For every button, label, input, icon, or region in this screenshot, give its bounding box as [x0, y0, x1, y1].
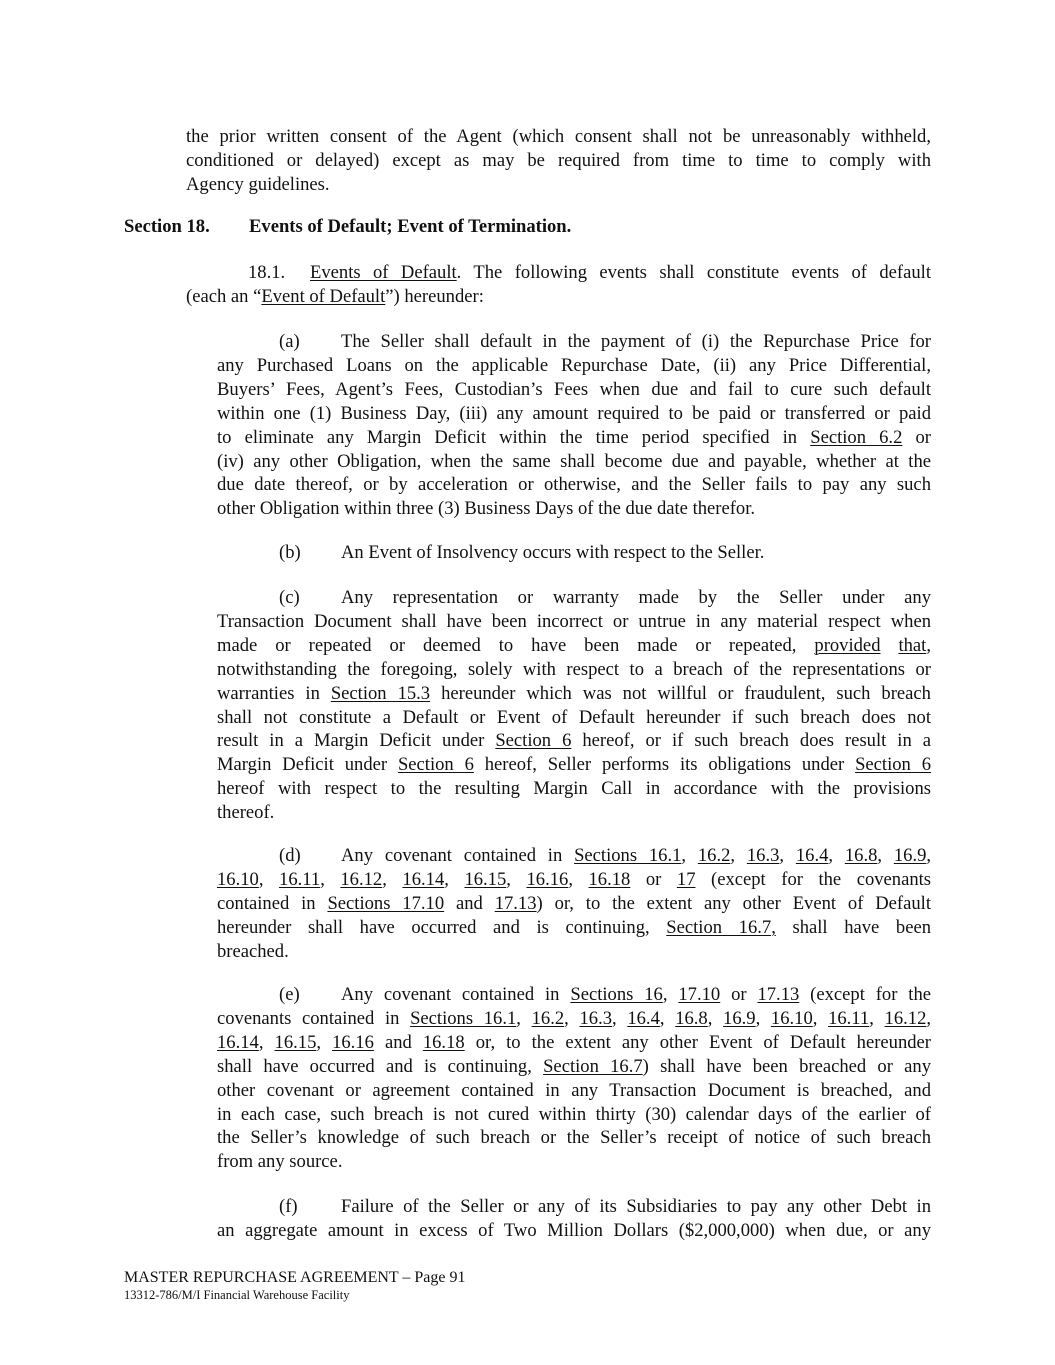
defined-term: provided	[814, 634, 881, 656]
clause-a	[217, 330, 931, 521]
text-line: Agency guidelines.	[186, 173, 330, 195]
section-reference-link[interactable]: 16.10	[770, 1007, 813, 1029]
section-reference-link[interactable]: 16.16	[332, 1031, 374, 1053]
section-reference-link[interactable]: 16.4	[627, 1007, 660, 1029]
text-line	[217, 426, 931, 450]
clause-d	[217, 844, 931, 964]
section-reference-link[interactable]: 16.10	[217, 868, 259, 890]
text-line: (iv) any other Obligation, when the same shall become due and payable, whether at the	[217, 450, 931, 472]
text-line: due date thereof, or by acceleration or otherwise, and the Seller fails to pay any such	[217, 474, 931, 496]
text-line: shall not constitute a Default or Event of Default hereunder if such breach does not	[217, 706, 931, 728]
section-reference-link[interactable]: Section 6	[855, 754, 932, 776]
section-reference-link[interactable]: 16.8	[675, 1007, 708, 1029]
text-line	[217, 330, 931, 354]
text-line: other covenant or agreement contained in any Transaction Document is breached, and	[217, 1079, 931, 1101]
section-reference-link[interactable]: 16.2	[531, 1007, 565, 1029]
clause-e	[217, 983, 931, 1174]
section-reference-link[interactable]: 16.14	[217, 1031, 259, 1053]
section-reference-link[interactable]: 17.10	[678, 984, 721, 1005]
text-line: the prior written consent of the Agent (which consent shall not be unreasonably withheld,	[186, 126, 931, 147]
section-reference-link[interactable]: 16.15	[464, 868, 507, 890]
text-line: other Obligation within three (3) Business Days of the due date therefor.	[217, 498, 756, 520]
defined-term: that	[898, 634, 927, 656]
text-run: ) or, to the extent any other Event of Default	[536, 892, 931, 914]
text-run: or, to the extent any other Event of Default hereunder	[464, 1031, 932, 1053]
text-line: the Seller’s knowledge of such breach or the Seller’s receipt of notice of such breach	[217, 1127, 931, 1149]
subsection-18-1	[186, 261, 931, 309]
text-run: and	[444, 892, 495, 914]
section-reference-link[interactable]: 16.2	[697, 845, 731, 866]
text-run: covenants contained in	[217, 1007, 411, 1029]
text-line: (d) Any covenant contained in Sections 16.1, 16.2, 16.3, 16.4, 16.8, 16.9,	[279, 845, 932, 866]
clause-label: (e)	[279, 984, 300, 1005]
text-line	[217, 753, 931, 777]
text-line: from any source.	[217, 1151, 343, 1173]
text-line	[217, 541, 931, 565]
text-run: ) shall have been breached or any	[642, 1055, 931, 1077]
text-run: (except for the covenants	[695, 868, 932, 890]
text-line: hereof with respect to the resulting Margin Call in accordance with the provisions	[217, 778, 931, 800]
text-run: or	[720, 984, 758, 1005]
text-line: in each case, such breach is not cured within thirty (30) calendar days of the earlier of	[217, 1103, 931, 1125]
text-line	[217, 634, 931, 658]
text-run: result in a Margin Deficit under	[217, 730, 496, 752]
section-reference-link[interactable]: Sections 16.1	[410, 1007, 517, 1029]
section-reference-link[interactable]: Section 16.7,	[666, 916, 776, 938]
section-reference-link[interactable]: 16.11	[279, 868, 321, 890]
section-reference-link[interactable]: Section 15.3	[330, 682, 431, 704]
subsection-number: 18.1.	[248, 262, 286, 283]
section-reference-link[interactable]: 16.16	[526, 868, 569, 890]
text-line: Transaction Document shall have been incorrect or untrue in any material respect when	[217, 610, 931, 632]
text-run: Margin Deficit under	[217, 754, 398, 776]
text-run: ,	[926, 634, 931, 656]
section-reference-link[interactable]: 16.14	[402, 868, 445, 890]
section-reference-link[interactable]: Section 6.2	[810, 426, 903, 448]
section-reference-link[interactable]: Sections 16	[570, 984, 663, 1005]
section-reference-link[interactable]: Sections 17.10	[327, 892, 445, 914]
text-line: Buyers’ Fees, Agent’s Fees, Custodian’s Fees when due and fail to cure such default	[217, 378, 931, 400]
text-run: made or repeated or deemed to have been made or repeated,	[217, 634, 815, 656]
footer-title: MASTER REPURCHASE AGREEMENT – Page 91	[124, 1269, 466, 1286]
text-line	[217, 682, 931, 706]
subsection-heading: Events of Default	[310, 262, 457, 283]
text-run: or	[630, 868, 677, 890]
text-run: hereunder which was not willful or fraudulent, such breach	[430, 682, 931, 704]
text-run: Any covenant contained in	[341, 984, 571, 1005]
section-reference-link[interactable]: 16.15	[274, 1031, 317, 1053]
text-line: (e) Any covenant contained in Sections 16, 17.10 or 17.13 (except for the	[279, 984, 932, 1005]
clause-label: (f)	[279, 1196, 298, 1217]
text-line: within one (1) Business Day, (iii) any amount required to be paid or transferred or paid	[217, 402, 931, 424]
clause-label: (d)	[279, 845, 301, 866]
text-run: ”) hereunder:	[385, 285, 484, 307]
text-line: conditioned or delayed) except as may be required from time to time to comply with	[186, 149, 931, 171]
section-reference-link[interactable]: 16.3	[579, 1007, 613, 1029]
section-reference-link[interactable]: 16.3	[746, 845, 780, 866]
text-line: an aggregate amount in excess of Two Million Dollars ($2,000,000) when due, or any	[217, 1219, 931, 1241]
text-run: hereof, Seller performs its obligations under	[473, 754, 856, 776]
section-reference-link[interactable]: 17	[676, 868, 696, 890]
text-line	[217, 729, 931, 753]
clause-c	[217, 586, 931, 825]
text-run: hereunder shall have occurred and is continuing,	[217, 916, 667, 938]
text-run: hereof, or if such breach does result in a	[571, 730, 931, 752]
text-line: covenants contained in Sections 16.1, 16.2, 16.3, 16.4, 16.8, 16.9, 16.10, 16.11, 16.12,	[217, 1007, 932, 1029]
clause-label: (a)	[279, 331, 300, 352]
section-reference-link[interactable]: Section 6	[397, 754, 474, 776]
text-run: The Seller shall default in the payment of (i) the Repurchase Price for	[341, 331, 931, 352]
section-reference-link[interactable]: 16.9	[723, 1007, 756, 1029]
defined-term: Event of Default	[261, 285, 386, 307]
clause-b	[217, 541, 931, 565]
text-line: any Purchased Loans on the applicable Repurchase Date, (ii) any Price Differential,	[217, 354, 931, 376]
clause-label: (c)	[279, 587, 300, 608]
section-reference-link[interactable]: 16.18	[422, 1031, 465, 1053]
section-number: Section 18.	[124, 216, 210, 237]
text-run: (each an “	[186, 285, 262, 307]
text-run: warranties in	[217, 682, 331, 704]
text-line: 16.10, 16.11, 16.12, 16.14, 16.15, 16.16, 16.18 or 17 (except for the covenants	[217, 868, 932, 890]
text-line: breached.	[217, 940, 289, 962]
text-run: shall have occurred and is continuing,	[217, 1055, 544, 1077]
text-run	[881, 635, 899, 656]
text-run: contained in	[217, 892, 328, 914]
footer-document-id: 13312-786/M/I Financial Warehouse Facility	[124, 1288, 350, 1302]
text-run: Failure of the Seller or any of its Subsidiaries to pay any other Debt in	[341, 1196, 931, 1217]
section-reference-link[interactable]: 17.13	[757, 984, 800, 1005]
text-run: to eliminate any Margin Deficit within the time period specified in	[217, 426, 811, 448]
text-line	[217, 916, 931, 940]
text-line: thereof.	[217, 802, 275, 824]
clause-label: (b)	[279, 542, 301, 563]
section-reference-link[interactable]: 16.9	[893, 845, 927, 866]
section-reference-link[interactable]: Section 6	[495, 730, 572, 752]
text-run: . The following events shall constitute events of default	[456, 262, 931, 283]
text-line	[186, 285, 931, 309]
text-run: (except for the	[799, 984, 932, 1005]
text-run: Any covenant contained in	[341, 845, 575, 866]
section-reference-link[interactable]: 16.8	[844, 845, 878, 866]
intro-paragraph	[186, 125, 931, 197]
text-run: An Event of Insolvency occurs with respect to the Seller.	[341, 542, 765, 563]
text-line	[186, 261, 931, 285]
section-reference-link[interactable]: Sections 16.1	[574, 845, 682, 866]
text-line	[217, 586, 931, 610]
text-line	[217, 892, 931, 916]
section-title: Events of Default; Event of Termination.	[249, 216, 572, 237]
section-reference-link[interactable]: 16.12	[884, 1007, 927, 1029]
text-line	[217, 1055, 931, 1079]
clause-f	[217, 1195, 931, 1243]
text-line: notwithstanding the foregoing, solely with respect to a breach of the representations or	[217, 658, 931, 680]
section-reference-link[interactable]: Section 16.7	[543, 1055, 643, 1077]
section-heading	[124, 216, 571, 238]
section-reference-link[interactable]: 16.11	[828, 1007, 870, 1029]
section-reference-link[interactable]: 16.12	[340, 868, 383, 890]
section-reference-link[interactable]: 16.4	[795, 845, 829, 866]
text-run: Any representation or warranty made by the Seller under any	[341, 587, 931, 608]
section-reference-link[interactable]: 16.18	[588, 868, 631, 890]
text-line	[217, 1195, 931, 1219]
section-reference-link[interactable]: 17.13	[494, 892, 537, 914]
text-run: and	[373, 1031, 423, 1053]
text-line: 16.14, 16.15, 16.16 and 16.18 or, to the extent any other Event of Default hereunder	[217, 1031, 932, 1053]
text-run: shall have been	[775, 916, 932, 938]
text-run: or	[902, 426, 931, 448]
